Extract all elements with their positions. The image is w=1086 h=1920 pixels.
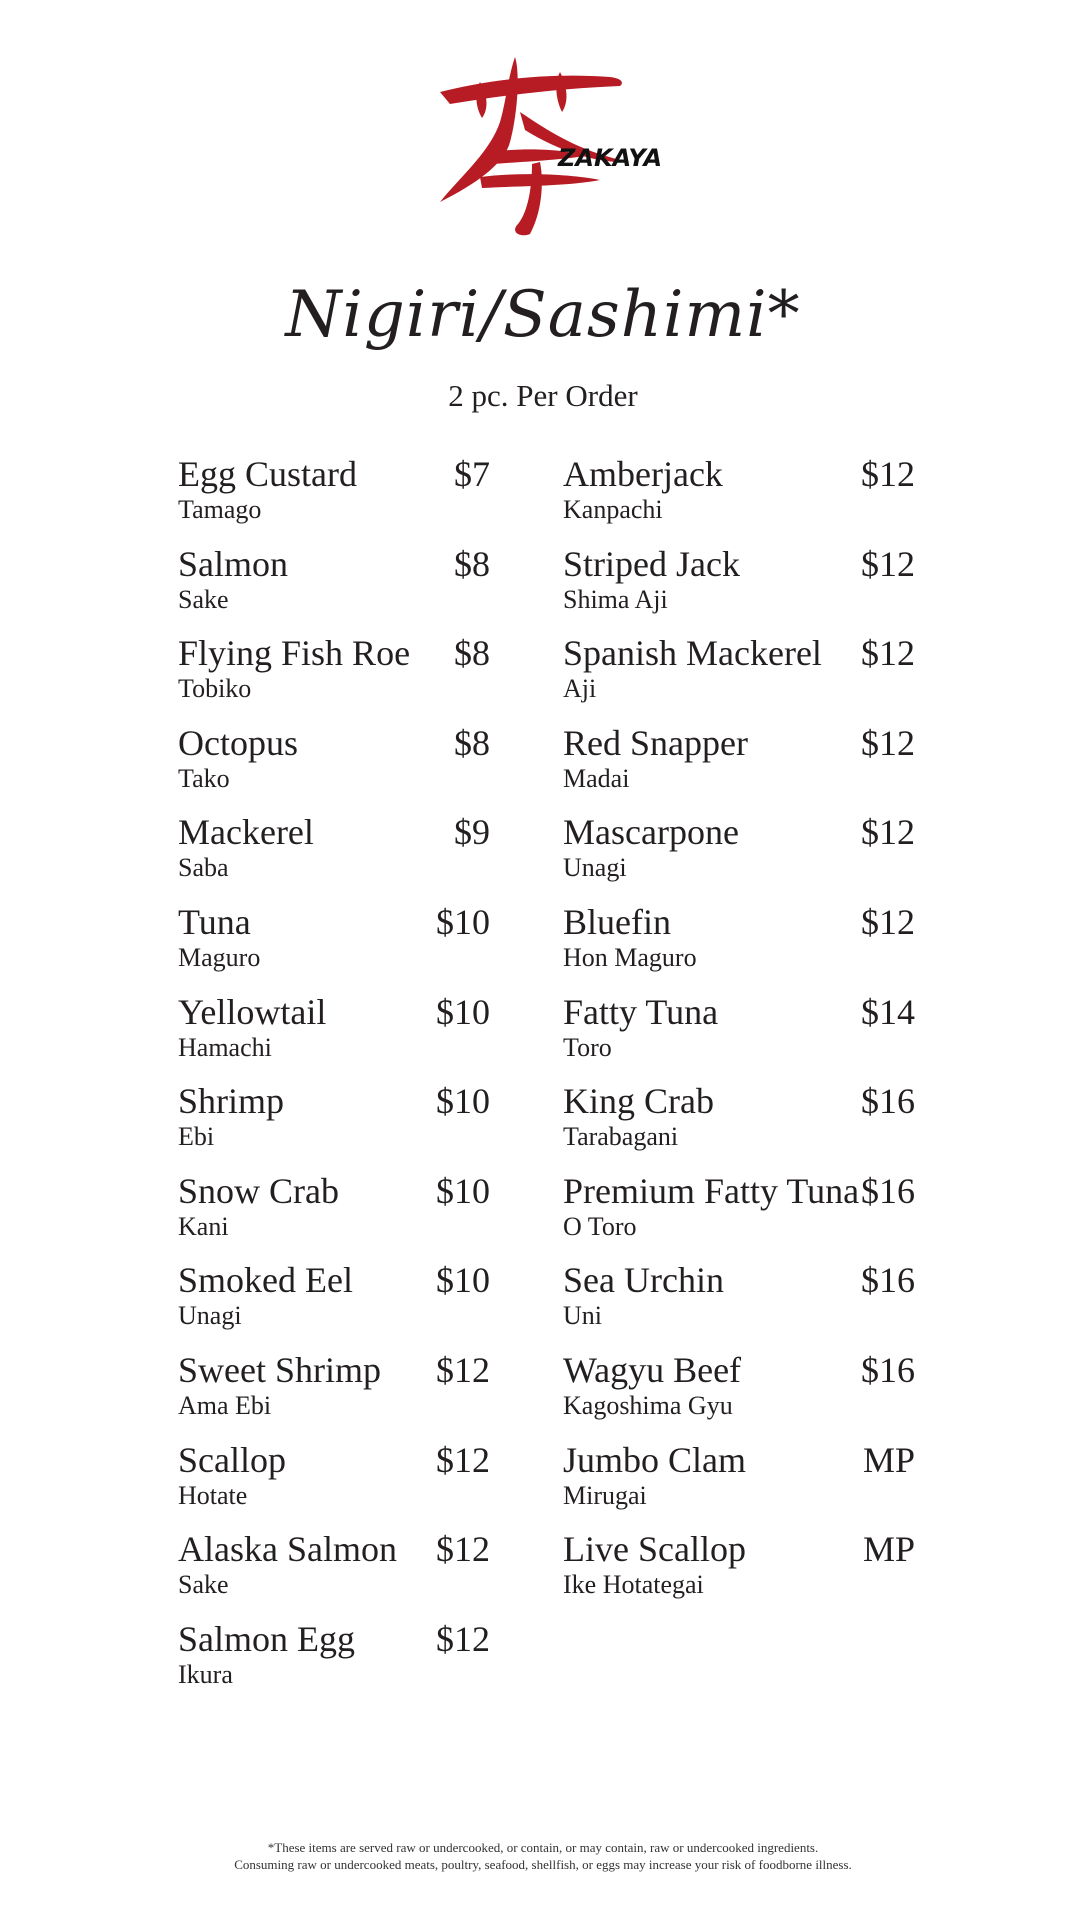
menu-item: [178, 990, 490, 1080]
menu-item: [563, 810, 915, 900]
menu-item-name: Mackerel: [178, 812, 314, 853]
menu-item-name: Premium Fatty Tuna: [563, 1170, 860, 1211]
menu-item-name: Shrimp: [178, 1081, 285, 1122]
menu-item-japanese-name: Tamago: [178, 495, 262, 524]
menu-item: [563, 900, 915, 990]
menu-item-price: $12: [436, 1618, 490, 1659]
menu-item-japanese-name: Toro: [563, 1032, 612, 1062]
page-title: Nigiri/Sashimi*: [285, 278, 801, 352]
menu-item-price: $10: [436, 991, 490, 1032]
menu-item-price: $12: [436, 1529, 490, 1570]
menu-item-japanese-name: Hamachi: [178, 1032, 272, 1062]
menu-item-name: Salmon: [178, 543, 289, 584]
menu-item: [563, 990, 915, 1080]
menu-item-price: MP: [862, 1439, 915, 1480]
menu-item: [563, 1169, 915, 1259]
menu-item-name: Sweet Shrimp: [178, 1349, 381, 1390]
menu-item-japanese-name: Unagi: [178, 1301, 242, 1331]
menu-item: [178, 900, 490, 990]
menu-item-japanese-name: Ama Ebi: [178, 1390, 272, 1420]
menu-item-price: $12: [861, 543, 915, 584]
menu-item: [563, 1438, 915, 1528]
menu-item-japanese-name: Tobiko: [178, 674, 252, 704]
menu-item: [563, 542, 915, 632]
menu-item-name: Egg Custard: [178, 454, 357, 494]
menu-item-price: $8: [454, 543, 490, 584]
menu-item-price: $16: [861, 1349, 915, 1390]
menu-item: [178, 1258, 490, 1348]
menu-item-name: Live Scallop: [563, 1529, 746, 1570]
menu-item: [563, 1258, 915, 1348]
menu-item-name: Striped Jack: [563, 543, 740, 584]
menu-item-japanese-name: Aji: [563, 674, 597, 704]
menu-item-price: $10: [436, 1081, 490, 1122]
menu-item-price: $12: [861, 901, 915, 942]
menu-item: [178, 542, 490, 632]
menu-item-name: Salmon Egg: [178, 1618, 355, 1659]
menu-column-left: [178, 452, 490, 1706]
menu-item-japanese-name: Shima Aji: [563, 584, 668, 614]
menu-item-price: $16: [861, 1170, 915, 1211]
menu-item: [178, 721, 490, 811]
menu-item-price: $10: [436, 901, 490, 942]
menu-item-japanese-name: Unagi: [563, 853, 627, 883]
logo-wordmark: ZAKAYA: [558, 144, 663, 172]
menu-item-name: Wagyu Beef: [563, 1349, 742, 1390]
menu-item-name: Sea Urchin: [563, 1260, 724, 1301]
menu-item-price: $12: [436, 1439, 490, 1480]
menu-item-price: $9: [454, 812, 490, 853]
menu-item-price: $16: [861, 1081, 915, 1122]
menu-item-price: $14: [861, 991, 915, 1032]
menu-item-japanese-name: Ike Hotategai: [563, 1570, 704, 1600]
menu-item-name: Spanish Mackerel: [563, 633, 822, 674]
menu-item: [563, 452, 915, 542]
menu-item-name: Fatty Tuna: [563, 991, 719, 1032]
menu-item-price: $7: [454, 454, 490, 494]
menu-item: [178, 452, 490, 542]
menu-item-name: Flying Fish Roe: [178, 633, 411, 674]
menu-item-japanese-name: Kani: [178, 1211, 229, 1241]
menu-item-price: $12: [861, 454, 915, 494]
menu-item-name: King Crab: [563, 1081, 714, 1122]
menu-item-price: $8: [454, 633, 490, 674]
menu-item-japanese-name: Kanpachi: [563, 495, 663, 524]
menu-item-japanese-name: Sake: [178, 1570, 229, 1600]
menu-item-name: Octopus: [178, 722, 298, 763]
menu-item-japanese-name: O Toro: [563, 1211, 637, 1241]
menu-item: [178, 1348, 490, 1438]
menu-item-price: $10: [436, 1260, 490, 1301]
menu-column-right: [563, 452, 915, 1617]
footnote-line-1: *These items are served raw or undercooked, or contain, or may contain, raw or undercooked ingredients.: [267, 1840, 819, 1855]
menu-item-japanese-name: Ebi: [178, 1122, 215, 1152]
menu-item-name: Jumbo Clam: [563, 1439, 747, 1480]
menu-item-japanese-name: Maguro: [178, 942, 261, 972]
menu-item-japanese-name: Hotate: [178, 1480, 248, 1510]
menu-item: [563, 631, 915, 721]
menu-item: [563, 721, 915, 811]
menu-item-japanese-name: Ikura: [178, 1659, 233, 1689]
menu-item: [178, 1617, 490, 1707]
menu-item: [178, 631, 490, 721]
footnote: [0, 1839, 1086, 1873]
menu-item-japanese-name: Saba: [178, 853, 229, 883]
menu-item-japanese-name: Uni: [563, 1301, 602, 1331]
menu-item-japanese-name: Hon Maguro: [563, 942, 697, 972]
menu-item-japanese-name: Tarabagani: [563, 1122, 679, 1152]
menu-item-name: Tuna: [178, 901, 251, 942]
menu-item-price: MP: [862, 1529, 915, 1570]
menu-item-name: Snow Crab: [178, 1170, 339, 1211]
page-subtitle: 2 pc. Per Order: [448, 378, 638, 413]
menu-item-price: $12: [861, 633, 915, 674]
menu-item-name: Yellowtail: [178, 991, 327, 1032]
menu-item-japanese-name: Madai: [563, 763, 630, 793]
footnote-line-2: Consuming raw or undercooked meats, poultry, seafood, shellfish, or eggs may increase your risk of foodborne illness.: [234, 1857, 852, 1872]
menu-item: [563, 1348, 915, 1438]
menu-item: [563, 1527, 915, 1617]
menu-item-price: $8: [454, 722, 490, 763]
menu-item-name: Mascarpone: [563, 812, 739, 853]
menu-item-name: Red Snapper: [563, 722, 748, 763]
menu-item-price: $12: [861, 812, 915, 853]
menu-item: [563, 1079, 915, 1169]
menu-item-price: $10: [436, 1170, 490, 1211]
menu-item-japanese-name: Kagoshima Gyu: [563, 1390, 733, 1420]
menu-item-name: Scallop: [178, 1439, 286, 1480]
menu-item-japanese-name: Sake: [178, 584, 229, 614]
restaurant-logo: [420, 52, 670, 242]
menu-item-name: Smoked Eel: [178, 1260, 353, 1301]
menu-item-japanese-name: Tako: [178, 763, 230, 793]
menu-item: [178, 1438, 490, 1528]
menu-item-japanese-name: Mirugai: [563, 1480, 647, 1510]
menu-item-price: $12: [436, 1349, 490, 1390]
menu-item: [178, 1079, 490, 1169]
menu-item-name: Bluefin: [563, 901, 671, 942]
menu-item-price: $12: [861, 722, 915, 763]
menu-item: [178, 1169, 490, 1259]
menu-item-price: $16: [861, 1260, 915, 1301]
menu-item-name: Amberjack: [563, 454, 723, 494]
menu-item-name: Alaska Salmon: [178, 1529, 397, 1570]
menu-item: [178, 810, 490, 900]
menu-item: [178, 1527, 490, 1617]
